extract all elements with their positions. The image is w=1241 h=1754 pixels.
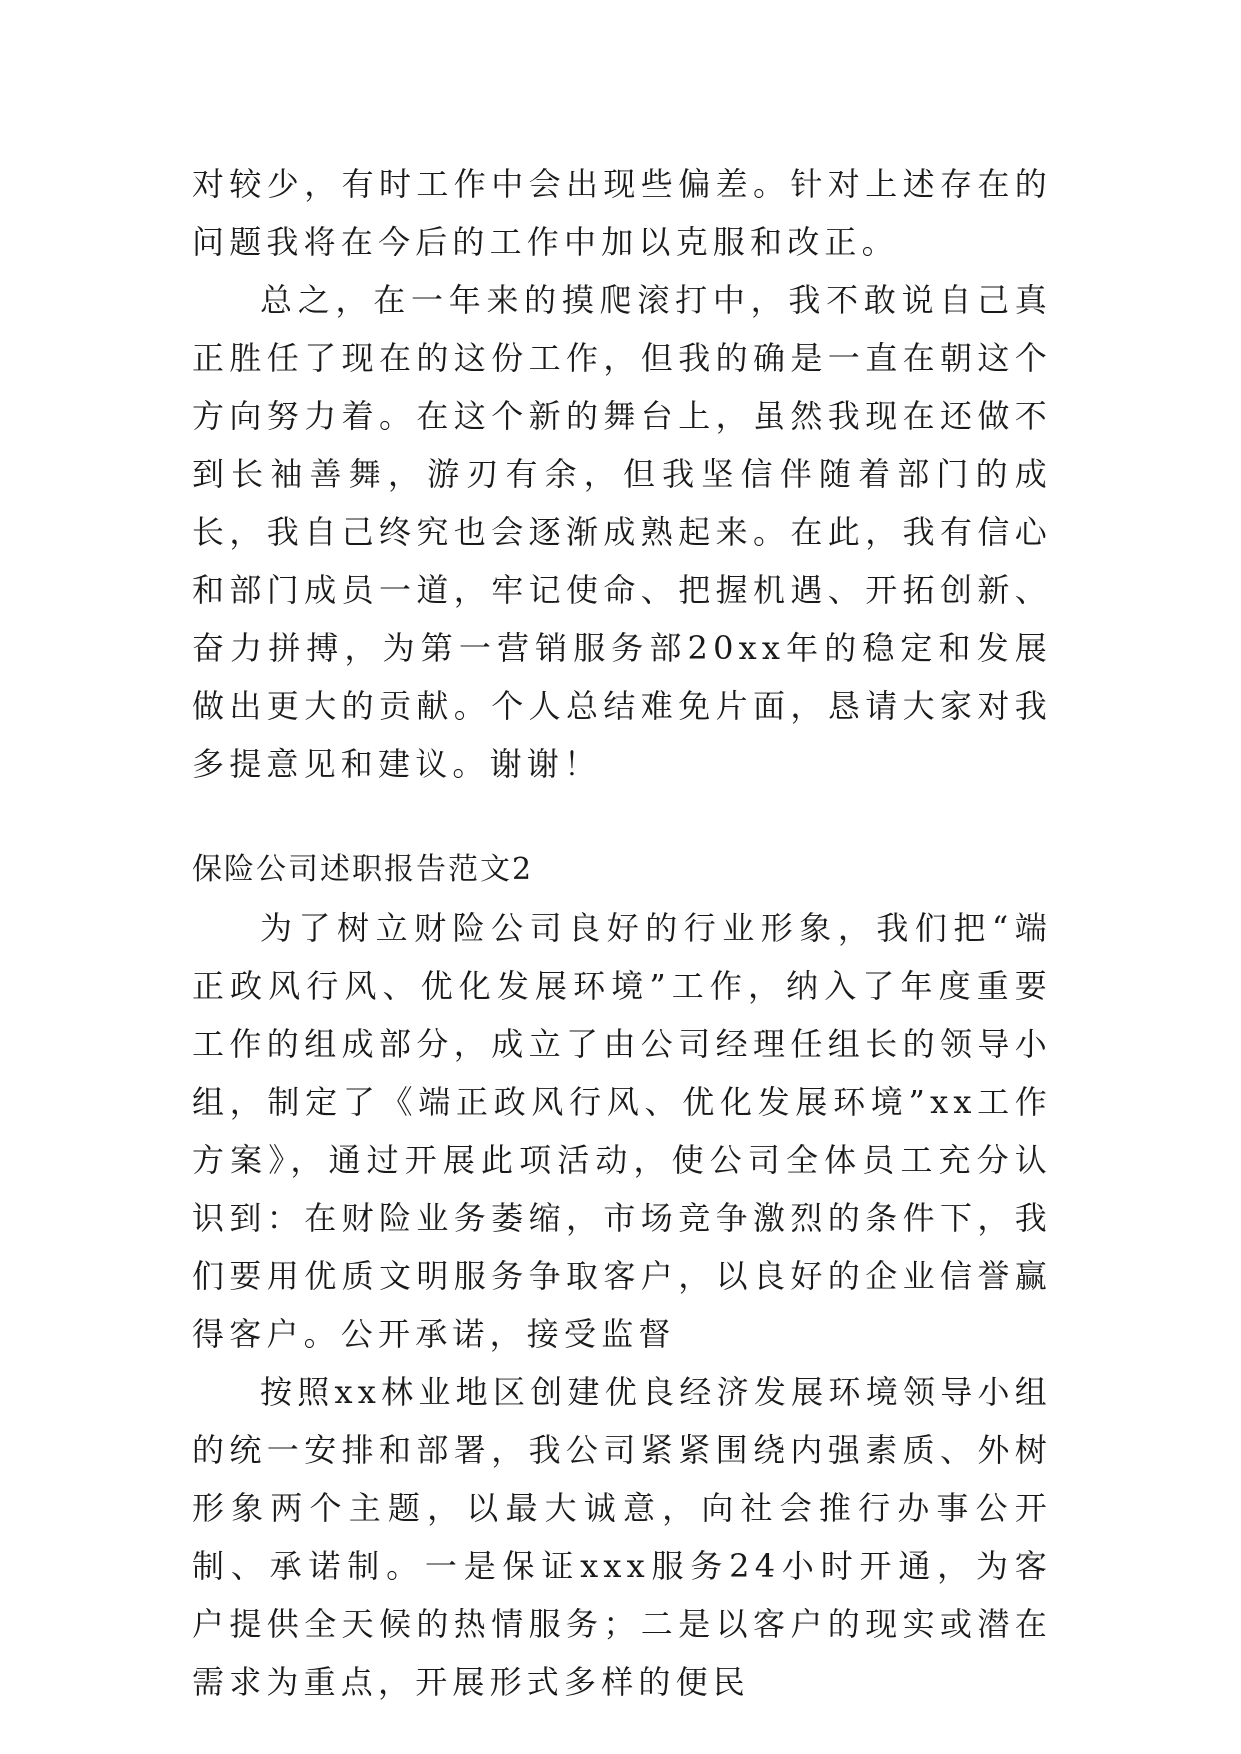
section-title: 保险公司述职报告范文2 (192, 852, 534, 887)
document-body (192, 155, 1052, 1711)
paragraph-1: 对较少，有时工作中会出现些偏差。针对上述存在的问题我将在今后的工作中加以克服和改正。 (192, 165, 1052, 261)
paragraph-3: 为了树立财险公司良好的行业形象，我们把“端正政风行风、优化发展环境”工作，纳入了年度重要工作的组成部分，成立了由公司经理任组长的领导小组，制定了《端正政风行风、优化发展环境”xx工作方案》，通过开展此项活动，使公司全体员工充分认识到：在财险业务萎缩，市场竞争激烈的条件下，我们要用优质文明服务争取客户，以良好的企业信誉赢得客户。公开承诺，接受监督 (192, 909, 1052, 1353)
paragraph-4: 按照xx林业地区创建优良经济发展环境领导小组的统一安排和部署，我公司紧紧围绕内强素质、外树形象两个主题，以最大诚意，向社会推行办事公开制、承诺制。一是保证xxx服务24小时开通，为客户提供全天候的热情服务；二是以客户的现实或潜在需求为重点，开展形式多样的便民 (192, 1373, 1052, 1701)
paragraph-2: 总之，在一年来的摸爬滚打中，我不敢说自己真正胜任了现在的这份工作，但我的确是一直在朝这个方向努力着。在这个新的舞台上，虽然我现在还做不到长袖善舞，游刃有余，但我坚信伴随着部门的成长，我自己终究也会逐渐成熟起来。在此，我有信心和部门成员一道，牢记使命、把握机遇、开拓创新、奋力拼搏，为第一营销服务部20xx年的稳定和发展做出更大的贡献。个人总结难免片面，恳请大家对我多提意见和建议。谢谢！ (192, 281, 1052, 783)
